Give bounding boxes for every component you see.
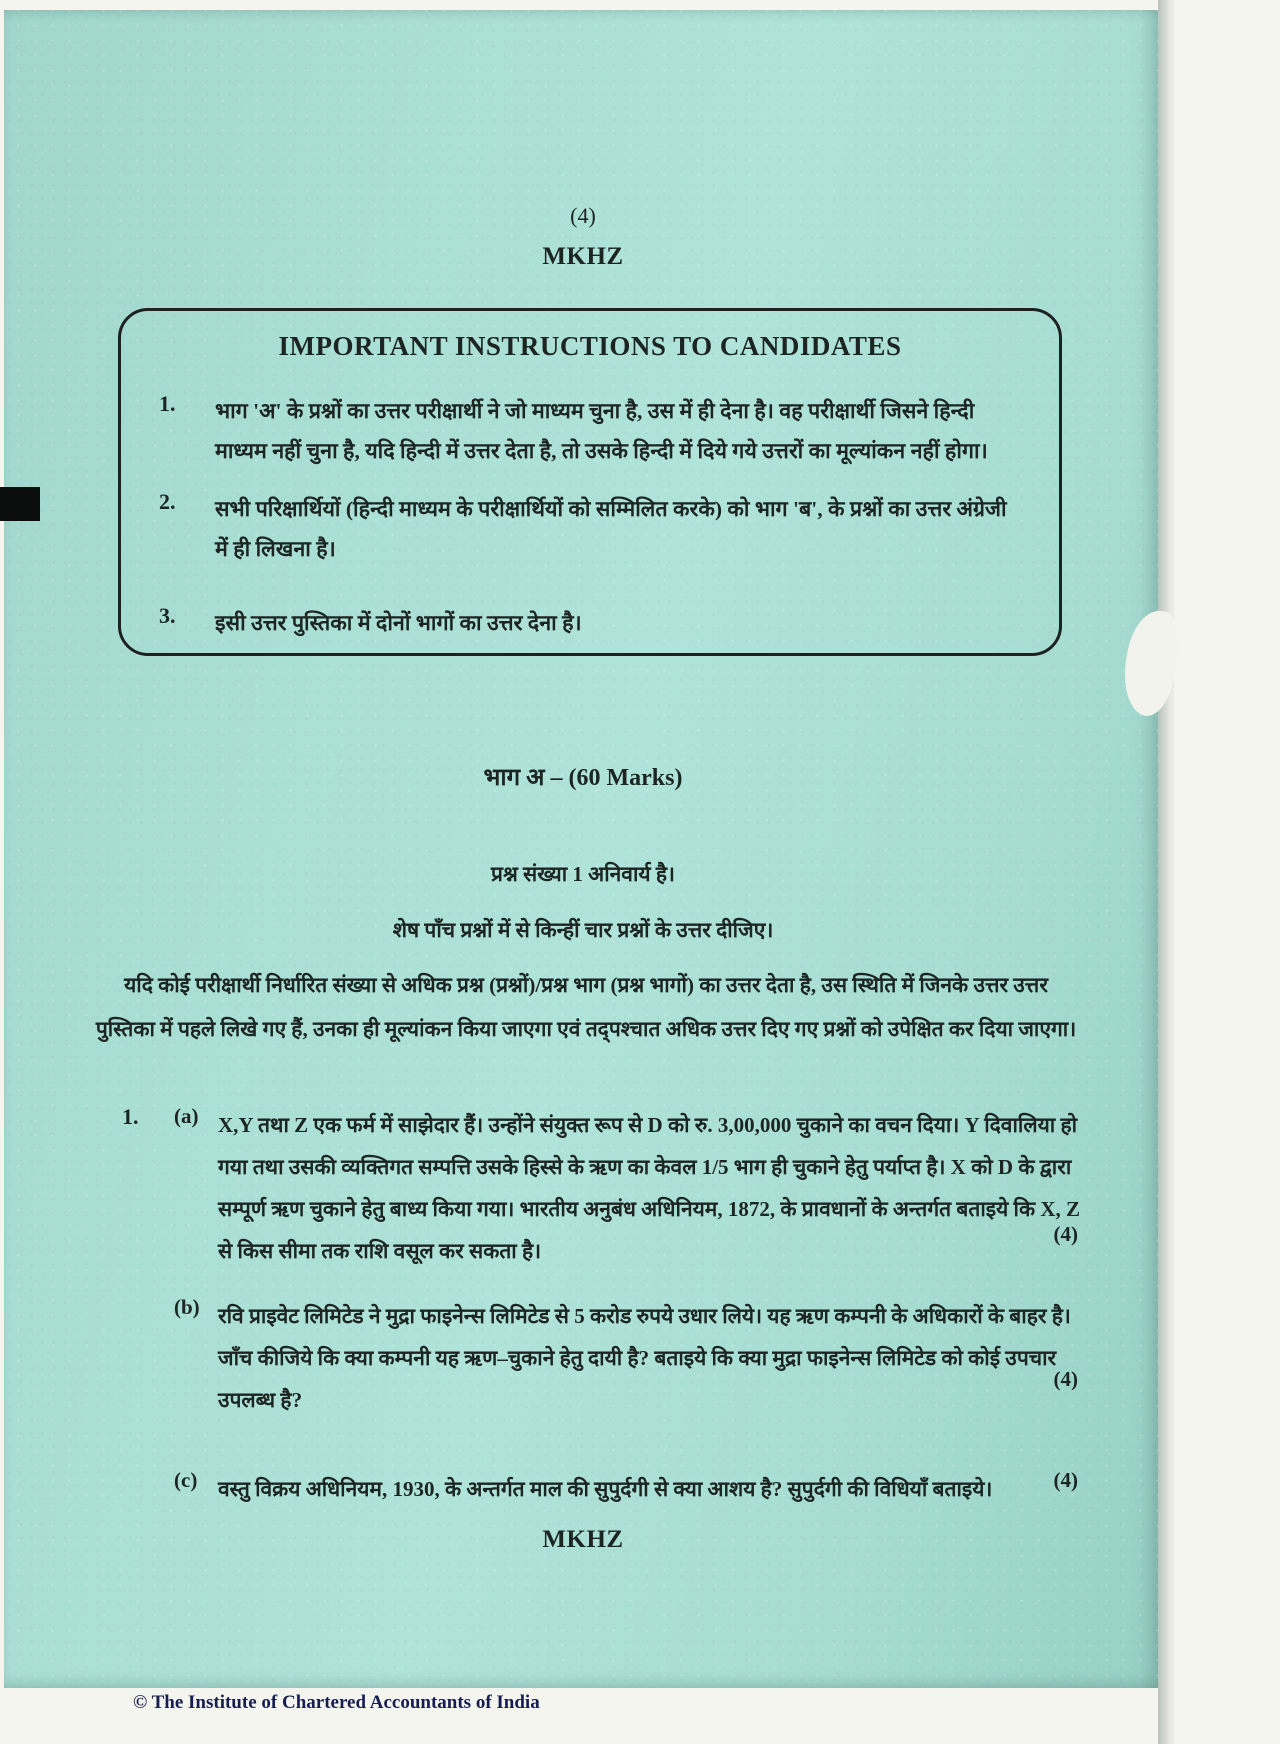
instruction-line: भाग 'अ' के प्रश्नों का उत्तर परीक्षार्थी ने जो माध्यम चुना है, उस में ही देना है। वह परीक्षार्थी जिसने हिन्दी [215, 399, 975, 423]
note-excess-line: पुस्तिका में पहले लिखे गए हैं, उनका ही मूल्यांकन किया जाएगा एवं तद्पश्चात अधिक उत्तर दिए गए प्रश्नों को उपेक्षित कर दिया जाएगा। [95, 1017, 1077, 1041]
instruction-number: 2. [159, 489, 176, 514]
instruction-line: माध्यम नहीं चुना है, यदि हिन्दी में उत्तर देता है, तो उसके हिन्दी में दिये गये उत्तरों का मूल्यांकन नहीं होगा। [215, 439, 988, 463]
question-line: गया तथा उसकी व्यक्तिगत सम्पत्ति उसके हिस्से के ऋण का केवल 1/5 भाग ही चुकाने हेतु पर्याप्त है। X को D के द्वारा [218, 1155, 1072, 1179]
question-1-number: 1. [122, 1104, 139, 1129]
question-line: रवि प्राइवेट लिमिटेड ने मुद्रा फाइनेन्स लिमिटेड से 5 करोड रुपये उधार लिये। यह ऋण कम्पनी के अधिकारों के बाहर है। [218, 1304, 1071, 1328]
instruction-line: सभी परिक्षार्थियों (हिन्दी माध्यम के परीक्षार्थियों को सम्मिलित करके) को भाग 'ब', के प्रश्नों का उत्तर अंग्रेजी [215, 497, 1007, 521]
question-line: X,Y तथा Z एक फर्म में साझेदार हैं। उन्होंने संयुक्त रूप से D को रु. 3,00,000 चुकाने का वचन दिया। Y दिवालिया हो [218, 1113, 1078, 1137]
marks-badge: (4) [1053, 1468, 1078, 1492]
instruction-item-3 [159, 603, 1039, 643]
question-1a [174, 1104, 1081, 1272]
part-label-a: (a) [174, 1104, 199, 1128]
instructions-title: IMPORTANT INSTRUCTIONS TO CANDIDATES [278, 331, 902, 361]
question-1c [174, 1468, 1080, 1510]
instruction-line: इसी उत्तर पुस्तिका में दोनों भागों का उत्तर देना है। [215, 611, 582, 635]
copyright-line: © The Institute of Chartered Accountants of India [133, 1692, 540, 1713]
page-number: (4) [570, 203, 596, 228]
section-heading: भाग अ – (60 Marks) [483, 765, 683, 791]
binding-mark [0, 487, 40, 521]
instruction-item-2 [159, 489, 1039, 569]
instruction-number: 1. [159, 391, 176, 416]
instruction-line: में ही लिखना है। [215, 537, 336, 561]
instructions-box [118, 308, 1062, 656]
instruction-number: 3. [159, 603, 176, 628]
note-excess-line: यदि कोई परीक्षार्थी निर्धारित संख्या से अधिक प्रश्न (प्रश्नों)/प्रश्न भाग (प्रश्न भागों) का उत्तर देता है, उस स्थिति में जिनके उत्तर उत्तर [124, 973, 1048, 997]
note-attempt-choice: शेष पाँच प्रश्नों में से किन्हीं चार प्रश्नों के उत्तर दीजिए। [392, 918, 774, 942]
part-label-c: (c) [174, 1468, 198, 1492]
question-line: सम्पूर्ण ऋण चुकाने हेतु बाध्य किया गया। भारतीय अनुबंध अधिनियम, 1872, के प्रावधानों के अन्तर्गत बताइये कि X, Z [218, 1197, 1081, 1221]
question-line: उपलब्ध है? [218, 1388, 303, 1412]
question-line: से किस सीमा तक राशि वसूल कर सकता है। [218, 1239, 542, 1263]
question-line: जाँच कीजिये कि क्या कम्पनी यह ऋण–चुकाने हेतु दायी है? बताइये कि क्या मुद्रा फाइनेन्स लिमिटेड को कोई उपचार [218, 1346, 1057, 1370]
part-label-b: (b) [174, 1295, 200, 1319]
question-line: वस्तु विक्रय अधिनियम, 1930, के अन्तर्गत माल की सुपुर्दगी से क्या आशय है? सुपुर्दगी की विधियाँ बताइये। [218, 1477, 993, 1501]
question-1b [174, 1295, 1080, 1421]
marks-badge: (4) [1053, 1222, 1078, 1246]
paper-code-footer: MKHZ [542, 1526, 624, 1553]
instruction-item-1 [159, 391, 1039, 471]
marks-badge: (4) [1053, 1367, 1078, 1391]
paper-code-header: MKHZ [542, 243, 624, 270]
note-question1-mandatory: प्रश्न संख्या 1 अनिवार्य है। [491, 862, 675, 886]
note-excess-answers [90, 963, 1082, 1051]
